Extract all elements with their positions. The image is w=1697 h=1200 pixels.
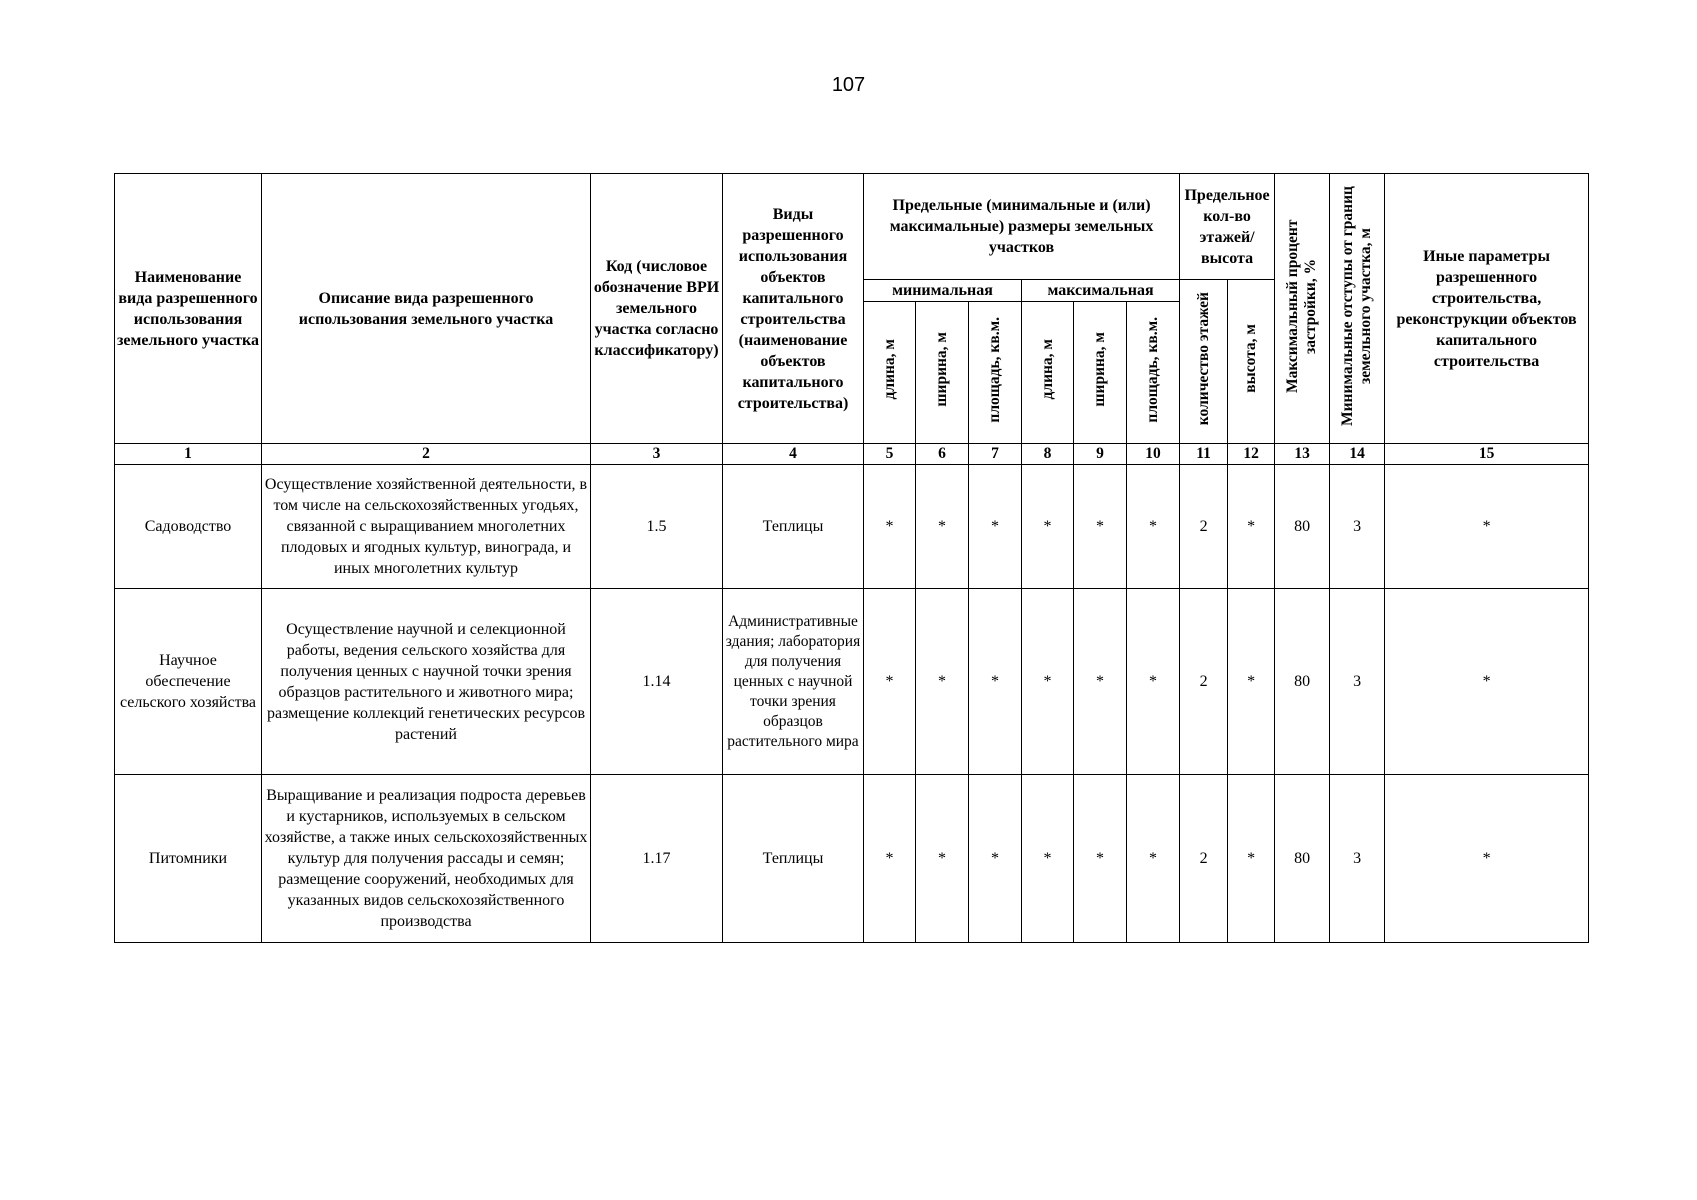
cell-max-length: * [1022, 775, 1074, 943]
header-max-percent [1275, 174, 1330, 444]
column-number: 1 [115, 444, 262, 465]
cell-max-percent: 80 [1275, 465, 1330, 589]
cell-min-setback: 3 [1330, 589, 1385, 775]
cell-height: * [1228, 465, 1275, 589]
header-min-length-text: длина, м [880, 339, 898, 400]
cell-code: 1.14 [591, 589, 723, 775]
column-number: 4 [723, 444, 864, 465]
column-number: 15 [1385, 444, 1589, 465]
column-number: 6 [916, 444, 969, 465]
cell-oks: Теплицы [723, 465, 864, 589]
header-min-area-text: площадь, кв.м. [986, 316, 1003, 423]
cell-max-area: * [1127, 589, 1180, 775]
header-height-text: высота, м [1242, 324, 1260, 393]
header-description: Описание вида разрешенного использования земельного участка [262, 174, 591, 444]
header-max-width-text: ширина, м [1091, 332, 1108, 407]
cell-min-length: * [864, 589, 916, 775]
cell-other: * [1385, 589, 1589, 775]
header-floors-text: количество этажей [1194, 291, 1212, 426]
cell-max-percent: 80 [1275, 775, 1330, 943]
cell-max-width: * [1074, 775, 1127, 943]
page-number: 107 [831, 74, 866, 96]
cell-max-width: * [1074, 589, 1127, 775]
header-max-percent-text: Максимальный процент застройки, % [1284, 218, 1320, 393]
header-name: Наименование вида разрешенного использования земельного участка [115, 174, 262, 444]
cell-height: * [1228, 589, 1275, 775]
cell-description: Осуществление научной и селекционной работы, ведения сельского хозяйства для получения ценных с научной точки зрения образцов растительного и животного мира; размещение коллекций генетических ресурсов растений [262, 589, 591, 775]
column-number: 11 [1180, 444, 1228, 465]
cell-name: Садоводство [115, 465, 262, 589]
cell-floors: 2 [1180, 465, 1228, 589]
header-code: Код (числовое обозначение ВРИ земельного участка согласно классификатору) [591, 174, 723, 444]
cell-max-width: * [1074, 465, 1127, 589]
column-number: 3 [591, 444, 723, 465]
table-row [115, 775, 1589, 943]
cell-oks: Административные здания; лаборатория для получения ценных с научной точки зрения образцов растительного мира [723, 589, 864, 775]
column-number: 2 [262, 444, 591, 465]
header-floors [1180, 280, 1228, 444]
cell-code: 1.5 [591, 465, 723, 589]
column-number: 8 [1022, 444, 1074, 465]
cell-min-width: * [916, 775, 969, 943]
header-group-sizes: Предельные (минимальные и (или) максимальные) размеры земельных участков [864, 174, 1180, 280]
header-max-width [1074, 302, 1127, 444]
cell-floors: 2 [1180, 589, 1228, 775]
column-number: 9 [1074, 444, 1127, 465]
header-min-length [864, 302, 916, 444]
header-min-setback [1330, 174, 1385, 444]
cell-min-length: * [864, 465, 916, 589]
land-use-table [114, 173, 1589, 943]
cell-code: 1.17 [591, 775, 723, 943]
header-group-max: максимальная [1022, 280, 1180, 302]
header-min-width-text: ширина, м [933, 332, 950, 407]
cell-min-width: * [916, 465, 969, 589]
header-max-length-text: длина, м [1038, 339, 1056, 400]
cell-max-area: * [1127, 775, 1180, 943]
cell-height: * [1228, 775, 1275, 943]
cell-oks: Теплицы [723, 775, 864, 943]
cell-max-length: * [1022, 589, 1074, 775]
cell-description: Выращивание и реализация подроста деревьев и кустарников, используемых в сельском хозяйстве, а также иных сельскохозяйственных культур для получения рассады и семян; размещение сооружений, необходимых для указанных видов сельскохозяйственного производства [262, 775, 591, 943]
header-group-floors: Предельное кол-во этажей/ высота [1180, 174, 1275, 280]
column-number: 13 [1275, 444, 1330, 465]
table-row [115, 589, 1589, 775]
column-number: 10 [1127, 444, 1180, 465]
cell-description: Осуществление хозяйственной деятельности, в том числе на сельскохозяйственных угодьях, связанной с выращиванием многолетних плодовых и ягодных культур, винограда, и иных многолетних культур [262, 465, 591, 589]
header-max-area-text: площадь, кв.м. [1144, 316, 1162, 423]
cell-min-setback: 3 [1330, 465, 1385, 589]
header-min-width [916, 302, 969, 444]
column-number: 14 [1330, 444, 1385, 465]
cell-max-area: * [1127, 465, 1180, 589]
header-group-min: минимальная [864, 280, 1022, 302]
column-number: 7 [969, 444, 1022, 465]
header-min-setback-text: Минимальные отступы от границ земельного участка, м [1339, 185, 1375, 426]
cell-floors: 2 [1180, 775, 1228, 943]
cell-min-setback: 3 [1330, 775, 1385, 943]
cell-min-width: * [916, 589, 969, 775]
cell-min-area: * [969, 465, 1022, 589]
cell-name: Научное обеспечение сельского хозяйства [115, 589, 262, 775]
cell-min-area: * [969, 589, 1022, 775]
cell-max-percent: 80 [1275, 589, 1330, 775]
cell-min-length: * [864, 775, 916, 943]
header-max-length [1022, 302, 1074, 444]
cell-min-area: * [969, 775, 1022, 943]
column-number-row [115, 444, 1589, 465]
header-height [1228, 280, 1275, 444]
table-row [115, 465, 1589, 589]
cell-name: Питомники [115, 775, 262, 943]
header-max-area [1127, 302, 1180, 444]
header-min-area [969, 302, 1022, 444]
cell-max-length: * [1022, 465, 1074, 589]
column-number: 5 [864, 444, 916, 465]
cell-other: * [1385, 465, 1589, 589]
cell-other: * [1385, 775, 1589, 943]
column-number: 12 [1228, 444, 1275, 465]
header-other: Иные параметры разрешенного строительства, реконструкции объектов капитального строительства [1385, 174, 1589, 444]
header-oks: Виды разрешенного использования объектов капитального строительства (наименование объектов капитального строительства) [723, 174, 864, 444]
